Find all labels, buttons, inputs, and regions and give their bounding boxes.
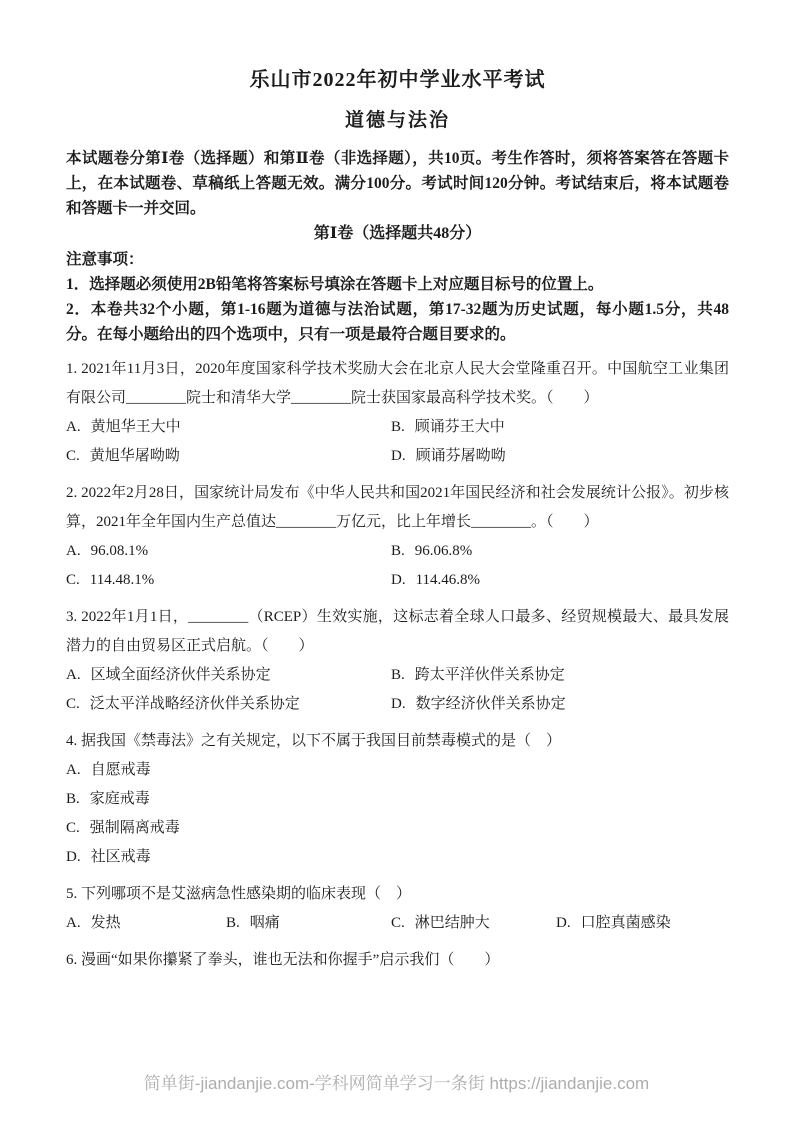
question-text: 2. 2022年2月28日，国家统计局发布《中华人民共和国2021年国民经济和社会发展统计公报》。初步核算，2021年全年国内生产总值达________万亿元，比上年增长________。（ ） <box>66 485 729 530</box>
option-text: 强制隔离戒毒 <box>89 820 180 836</box>
watermark-footer: 简单街-jiandanjie.com-学科网简单学习一条街 https://jiandanjie.com <box>143 1074 650 1093</box>
option-c <box>66 442 391 471</box>
option-d <box>556 909 729 938</box>
option-text: 114.4 <box>415 572 449 588</box>
option-d <box>391 442 729 471</box>
question-text: 1. 2021年11月3日，2020年度国家科学技术奖励大会在北京人民大会堂隆重召开。中国航空工业集团有限公司________院士和清华大学________院士获国家最高科学技术奖。（ ） <box>66 361 729 406</box>
option-c <box>66 566 391 595</box>
question-5 <box>66 880 729 938</box>
option-text: 6.8% <box>448 572 481 588</box>
option-label: B. <box>391 667 405 683</box>
option-a <box>66 909 226 938</box>
option-text: 泛太平洋战略经济伙伴关系协定 <box>89 696 300 712</box>
option-text: 8.1% <box>122 572 155 588</box>
option-text: 发热 <box>90 915 121 931</box>
option-text: 自愿戒毒 <box>90 762 151 778</box>
option-text: 区域全面经济伙伴关系协定 <box>90 667 271 683</box>
section-heading: 第Ⅰ卷（选择题共48分） <box>313 225 482 242</box>
question-text: 3. 2022年1月1日，________（RCEP）生效实施，这标志着全球人口最多、经贸规模最大、最具发展潜力的自由贸易区正式启航。（ ） <box>66 609 729 654</box>
option-text: 屠呦呦 <box>134 448 180 464</box>
option-text: 96.0 <box>90 543 117 559</box>
option-text: 屠呦呦 <box>460 448 506 464</box>
option-text: 顾诵芬 <box>414 419 460 435</box>
option-label: B. <box>226 915 240 931</box>
option-text: 口腔真菌感染 <box>580 915 671 931</box>
option-b <box>66 785 729 814</box>
option-label: D. <box>391 448 406 464</box>
question-options <box>66 661 729 719</box>
option-a <box>66 537 391 566</box>
option-label: A. <box>66 762 81 778</box>
option-c <box>66 814 729 843</box>
option-label: C. <box>66 820 80 836</box>
option-text: 淋巴结肿大 <box>414 915 490 931</box>
exam-intro: 本试题卷分第Ⅰ卷（选择题）和第Ⅱ卷（非选择题），共10页。考生作答时，须将答案答在答题卡上，在本试题卷、草稿纸上答题无效。满分100分。考试时间120分钟。考试结束后，将本试题卷和答题卡一并交回。 <box>66 150 729 217</box>
question-options <box>66 413 729 471</box>
option-label: D. <box>391 696 406 712</box>
option-text: 王大中 <box>459 419 505 435</box>
page-subtitle: 道德与法治 <box>344 110 450 131</box>
question-2 <box>66 479 729 595</box>
option-text: 咽痛 <box>249 915 280 931</box>
question-4 <box>66 727 729 872</box>
option-c <box>66 690 391 719</box>
option-text: 家庭戒毒 <box>89 791 150 807</box>
option-text: 跨太平洋伙伴关系协定 <box>414 667 565 683</box>
option-text: 114.4 <box>89 572 123 588</box>
option-label: A. <box>66 915 81 931</box>
option-a <box>66 413 391 442</box>
option-label: A. <box>66 667 81 683</box>
option-label: C. <box>66 572 80 588</box>
option-b <box>391 413 729 442</box>
option-text: 顾诵芬 <box>415 448 461 464</box>
option-b <box>391 537 729 566</box>
question-options <box>66 756 729 872</box>
option-d <box>391 566 729 595</box>
question-1 <box>66 355 729 471</box>
option-text: 96.0 <box>414 543 442 559</box>
question-6 <box>66 946 729 975</box>
option-d <box>66 843 729 872</box>
option-text: 王大中 <box>135 419 181 435</box>
option-text: 黄旭华 <box>90 419 136 435</box>
option-d <box>391 690 729 719</box>
notes-title: 注意事项： <box>66 251 144 268</box>
option-text: 8.1% <box>116 543 149 559</box>
option-label: D. <box>391 572 406 588</box>
question-options <box>66 537 729 595</box>
option-text: 黄旭华 <box>89 448 135 464</box>
note-item-2: 2．本卷共32个小题，第1-16题为道德与法治试题，第17-32题为历史试题，每小题1.5分，共48分。在每小题给出的四个选项中，只有一项是最符合题目要求的。 <box>66 301 729 343</box>
option-b <box>391 661 729 690</box>
option-text: 数字经济伙伴关系协定 <box>415 696 566 712</box>
question-3 <box>66 603 729 719</box>
question-options <box>66 909 729 938</box>
option-text: 6.8% <box>441 543 473 559</box>
option-label: D. <box>556 915 571 931</box>
option-a <box>66 756 729 785</box>
page-title: 乐山市2022年初中学业水平考试 <box>249 69 546 91</box>
option-label: D. <box>66 849 81 865</box>
question-text: 5. 下列哪项不是艾滋病急性感染期的临床表现（ ） <box>66 886 412 902</box>
option-label: B. <box>391 543 405 559</box>
question-text: 6. 漫画“如果你攥紧了拳头，谁也无法和你握手”启示我们（ ） <box>66 952 500 968</box>
option-text: 社区戒毒 <box>90 849 151 865</box>
note-item-1: 1．选择题必须使用2B铅笔将答案标号填涂在答题卡上对应题目标号的位置上。 <box>66 276 604 293</box>
option-b <box>226 909 391 938</box>
option-label: B. <box>66 791 80 807</box>
option-label: C. <box>66 696 80 712</box>
option-label: A. <box>66 419 81 435</box>
option-label: B. <box>391 419 405 435</box>
question-text: 4. 据我国《禁毒法》之有关规定，以下不属于我国目前禁毒模式的是（ ） <box>66 733 562 749</box>
option-label: C. <box>66 448 80 464</box>
option-label: A. <box>66 543 81 559</box>
option-label: C. <box>391 915 405 931</box>
option-c <box>391 909 556 938</box>
option-a <box>66 661 391 690</box>
